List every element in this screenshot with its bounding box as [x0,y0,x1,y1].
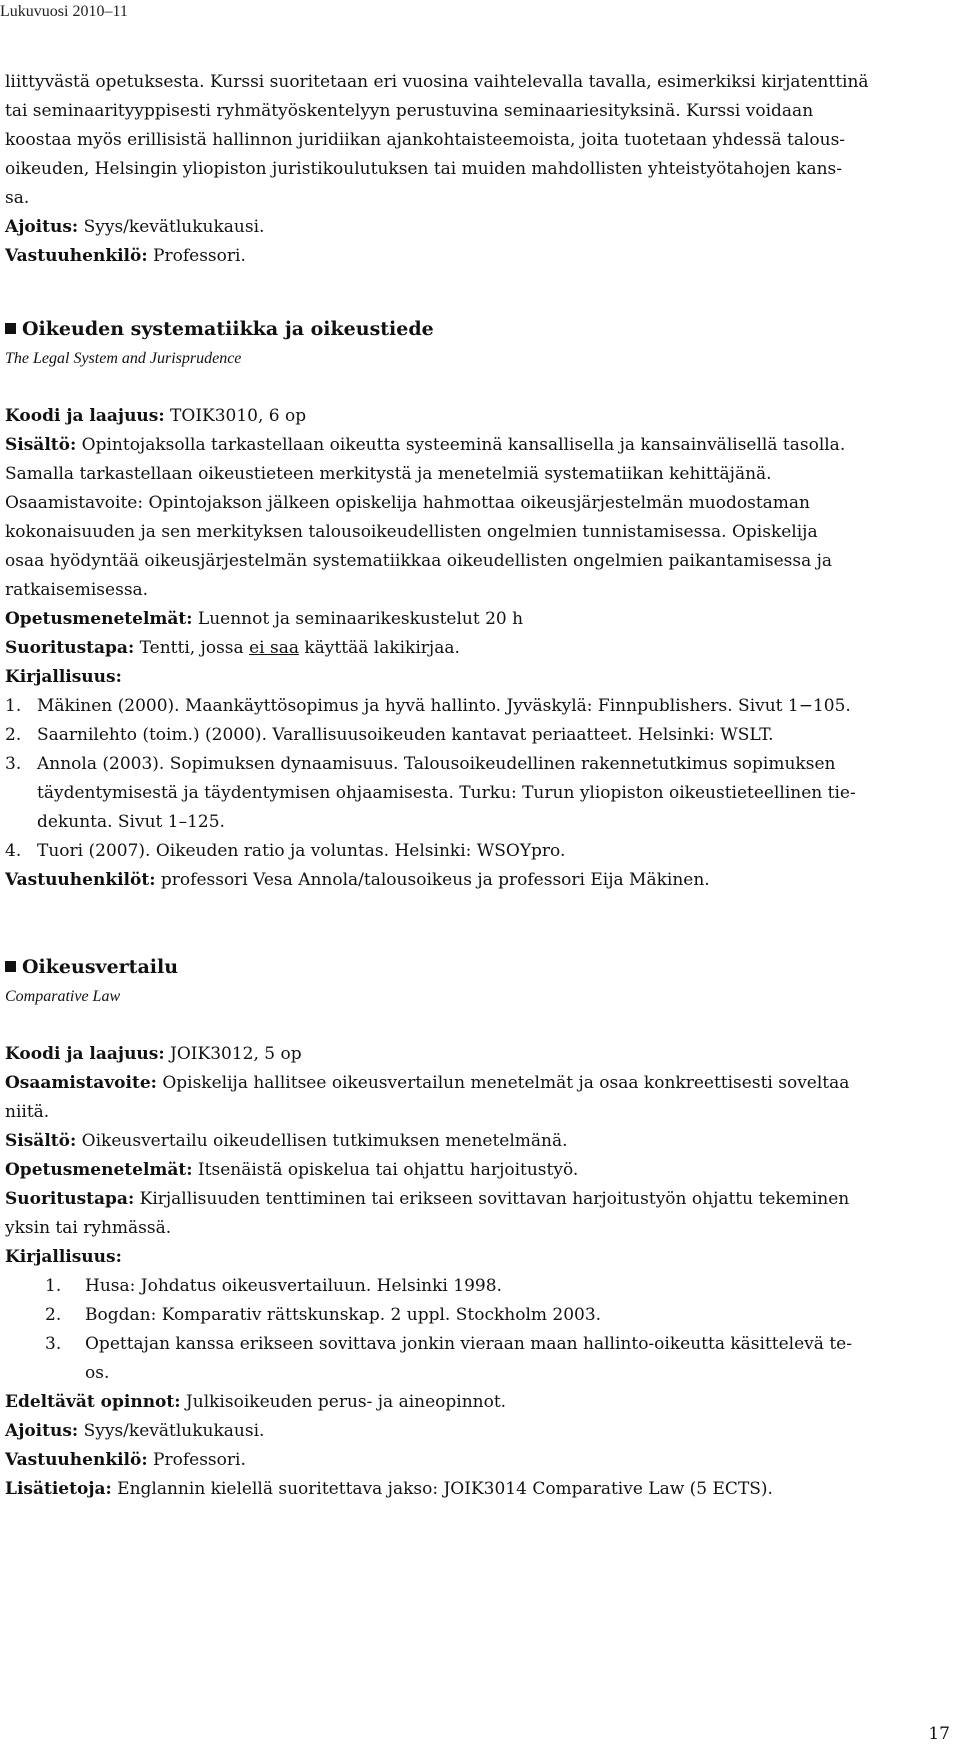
list-item [5,721,945,750]
completion-text: käyttää lakikirjaa. [298,638,460,658]
list-number: 1. [45,1276,62,1296]
vastuu-label: Vastuuhenkilö: [5,246,148,266]
list-number: 3. [5,754,22,774]
methods-value: Itsenäistä opiskelua tai ohjattu harjoitustyö. [192,1160,579,1180]
course2-content [5,1127,945,1156]
list-text: Saarnilehto (toim.) (2000). Varallisuusoikeuden kantavat periaatteet. Helsinki: WSLT. [37,725,774,745]
completion-text: Tentti, jossa [134,638,250,658]
course1-goal-line: kokonaisuuden ja sen merkityksen talousoikeudellisten ongelmien tunnistamisessa. Opiskelija [5,522,818,542]
list-text: Mäkinen (2000). Maankäyttösopimus ja hyvä hallinto. Jyväskylä: Finnpublishers. Sivut 1−105. [37,696,851,716]
methods-label: Opetusmenetelmät: [5,1160,193,1180]
course2-vastuu [5,1446,945,1475]
list-text: Husa: Johdatus oikeusvertailuun. Helsinki 1998. [85,1276,502,1296]
list-item [5,1301,945,1330]
page-number: 17 [928,1724,950,1744]
prereq-label: Edeltävät opinnot: [5,1392,181,1412]
course2-title-text: Oikeusvertailu [22,956,179,978]
course1-content [5,431,945,460]
course1-title-text: Oikeuden systematiikka ja oikeustiede [22,318,434,340]
course1-content-line2: Samalla tarkastellaan oikeustieteen merkitystä ja menetelmiä systematiikan kehittäjänä. [5,464,772,484]
intro-ajoitus [5,213,945,242]
code-value: TOIK3010, 6 op [164,406,307,426]
ajoitus-label: Ajoitus: [5,1421,79,1441]
intro-line: oikeuden, Helsingin yliopiston juristikoulutuksen tai muiden mahdollisten yhteistyötahojen kans- [5,159,843,179]
course2-extra [5,1475,945,1504]
intro-line: tai seminaarityyppisesti ryhmätyöskentelyyn perustuvina seminaariesityksinä. Kurssi voidaan [5,101,814,121]
vastuu-value: Professori. [147,246,246,266]
spacer [5,1011,945,1040]
prereq-value: Julkisoikeuden perus- ja aineopinnot. [180,1392,507,1412]
course2-english-title: Comparative Law [5,988,121,1005]
extra-value: Englannin kielellä suoritettava jakso: JOIK3014 Comparative Law (5 ECTS). [111,1479,773,1499]
list-item [5,1330,945,1388]
list-number: 4. [5,841,22,861]
list-item [5,1272,945,1301]
code-label: Koodi ja laajuus: [5,1044,165,1064]
responsible-value: professori Vesa Annola/talousoikeus ja professori Eija Mäkinen. [155,870,710,890]
list-item [5,837,945,866]
course2-code [5,1040,945,1069]
extra-label: Lisätietoja: [5,1479,112,1499]
code-label: Koodi ja laajuus: [5,406,165,426]
list-text: Opettajan kanssa erikseen sovittava jonkin vieraan maan hallinto-oikeutta käsittelevä te- [85,1334,852,1354]
list-text: täydentymisestä ja täydentymisen ohjaamisesta. Turku: Turun yliopiston oikeustieteellinen tie- [37,783,856,803]
course2-goal [5,1069,945,1098]
list-item [5,692,945,721]
list-text: Annola (2003). Sopimuksen dynaamisuus. Talousoikeudellinen rakennetutkimus sopimuksen [37,754,836,774]
content-label: Sisältö: [5,435,77,455]
content-value: Opintojaksolla tarkastellaan oikeutta systeeminä kansallisella ja kansainvälisellä tasolla. [76,435,846,455]
square-bullet-icon [5,961,16,972]
goal-value: Opiskelija hallitsee oikeusvertailun menetelmät ja osaa konkreettisesti soveltaa [156,1073,850,1093]
course1-methods [5,605,945,634]
course2-title [5,953,945,982]
ajoitus-value: Syys/kevätlukukausi. [78,217,265,237]
course2-completion-line2: yksin tai ryhmässä. [5,1218,172,1238]
course1-literature-label: Kirjallisuus: [5,667,122,687]
course2-prereq [5,1388,945,1417]
intro-line: sa. [5,188,30,208]
list-number: 3. [45,1334,62,1354]
vastuu-label: Vastuuhenkilö: [5,1450,148,1470]
course1-goal-line: ratkaisemisessa. [5,580,149,600]
goal-label: Osaamistavoite: [5,1073,157,1093]
course1-english-title: The Legal System and Jurisprudence [5,350,242,367]
running-head: Lukuvuosi 2010–11 [0,3,128,20]
list-number: 2. [5,725,22,745]
course2-literature-list [5,1272,945,1388]
list-number: 2. [45,1305,62,1325]
course1-responsible [5,866,945,895]
square-bullet-icon [5,323,16,334]
course1-goal-line: osaa hyödyntää oikeusjärjestelmän systematiikkaa oikeudellisten ongelmien paikantamisessa ja [5,551,833,571]
document-body [5,68,945,1504]
completion-underlined: ei saa [249,638,299,658]
list-item [5,750,945,837]
course1-completion [5,634,945,663]
spacer [5,271,945,315]
content-label: Sisältö: [5,1131,77,1151]
list-text: os. [85,1363,110,1383]
vastuu-value: Professori. [147,1450,246,1470]
list-number: 1. [5,696,22,716]
intro-vastuu [5,242,945,271]
code-value: JOIK3012, 5 op [164,1044,302,1064]
methods-value: Luennot ja seminaarikeskustelut 20 h [192,609,524,629]
course1-code [5,402,945,431]
intro-line: koostaa myös erillisistä hallinnon juridiikan ajankohtaisteemoista, joita tuotetaan yhdessä talous- [5,130,846,150]
course1-goal-line: Osaamistavoite: Opintojakson jälkeen opiskelija hahmottaa oikeusjärjestelmän muodostaman [5,493,810,513]
completion-label: Suoritustapa: [5,1189,135,1209]
ajoitus-value: Syys/kevätlukukausi. [78,1421,265,1441]
list-text: Bogdan: Komparativ rättskunskap. 2 uppl. Stockholm 2003. [85,1305,602,1325]
list-text: dekunta. Sivut 1–125. [37,812,225,832]
ajoitus-label: Ajoitus: [5,217,79,237]
course2-goal-line2: niitä. [5,1102,50,1122]
list-text: Tuori (2007). Oikeuden ratio ja voluntas. Helsinki: WSOYpro. [37,841,566,861]
responsible-label: Vastuuhenkilöt: [5,870,156,890]
completion-label: Suoritustapa: [5,638,135,658]
intro-line: liittyvästä opetuksesta. Kurssi suoritetaan eri vuosina vaihtelevalla tavalla, esimerkiksi kirjatenttinä [5,72,869,92]
course2-completion [5,1185,945,1214]
course1-literature-list [5,692,945,866]
content-value: Oikeusvertailu oikeudellisen tutkimuksen menetelmänä. [76,1131,568,1151]
methods-label: Opetusmenetelmät: [5,609,193,629]
course2-literature-label: Kirjallisuus: [5,1247,122,1267]
spacer [5,373,945,402]
course2-ajoitus [5,1417,945,1446]
course1-title [5,315,945,344]
spacer [5,895,945,953]
course2-methods [5,1156,945,1185]
completion-value: Kirjallisuuden tenttiminen tai erikseen sovittavan harjoitustyön ohjattu tekeminen [134,1189,850,1209]
